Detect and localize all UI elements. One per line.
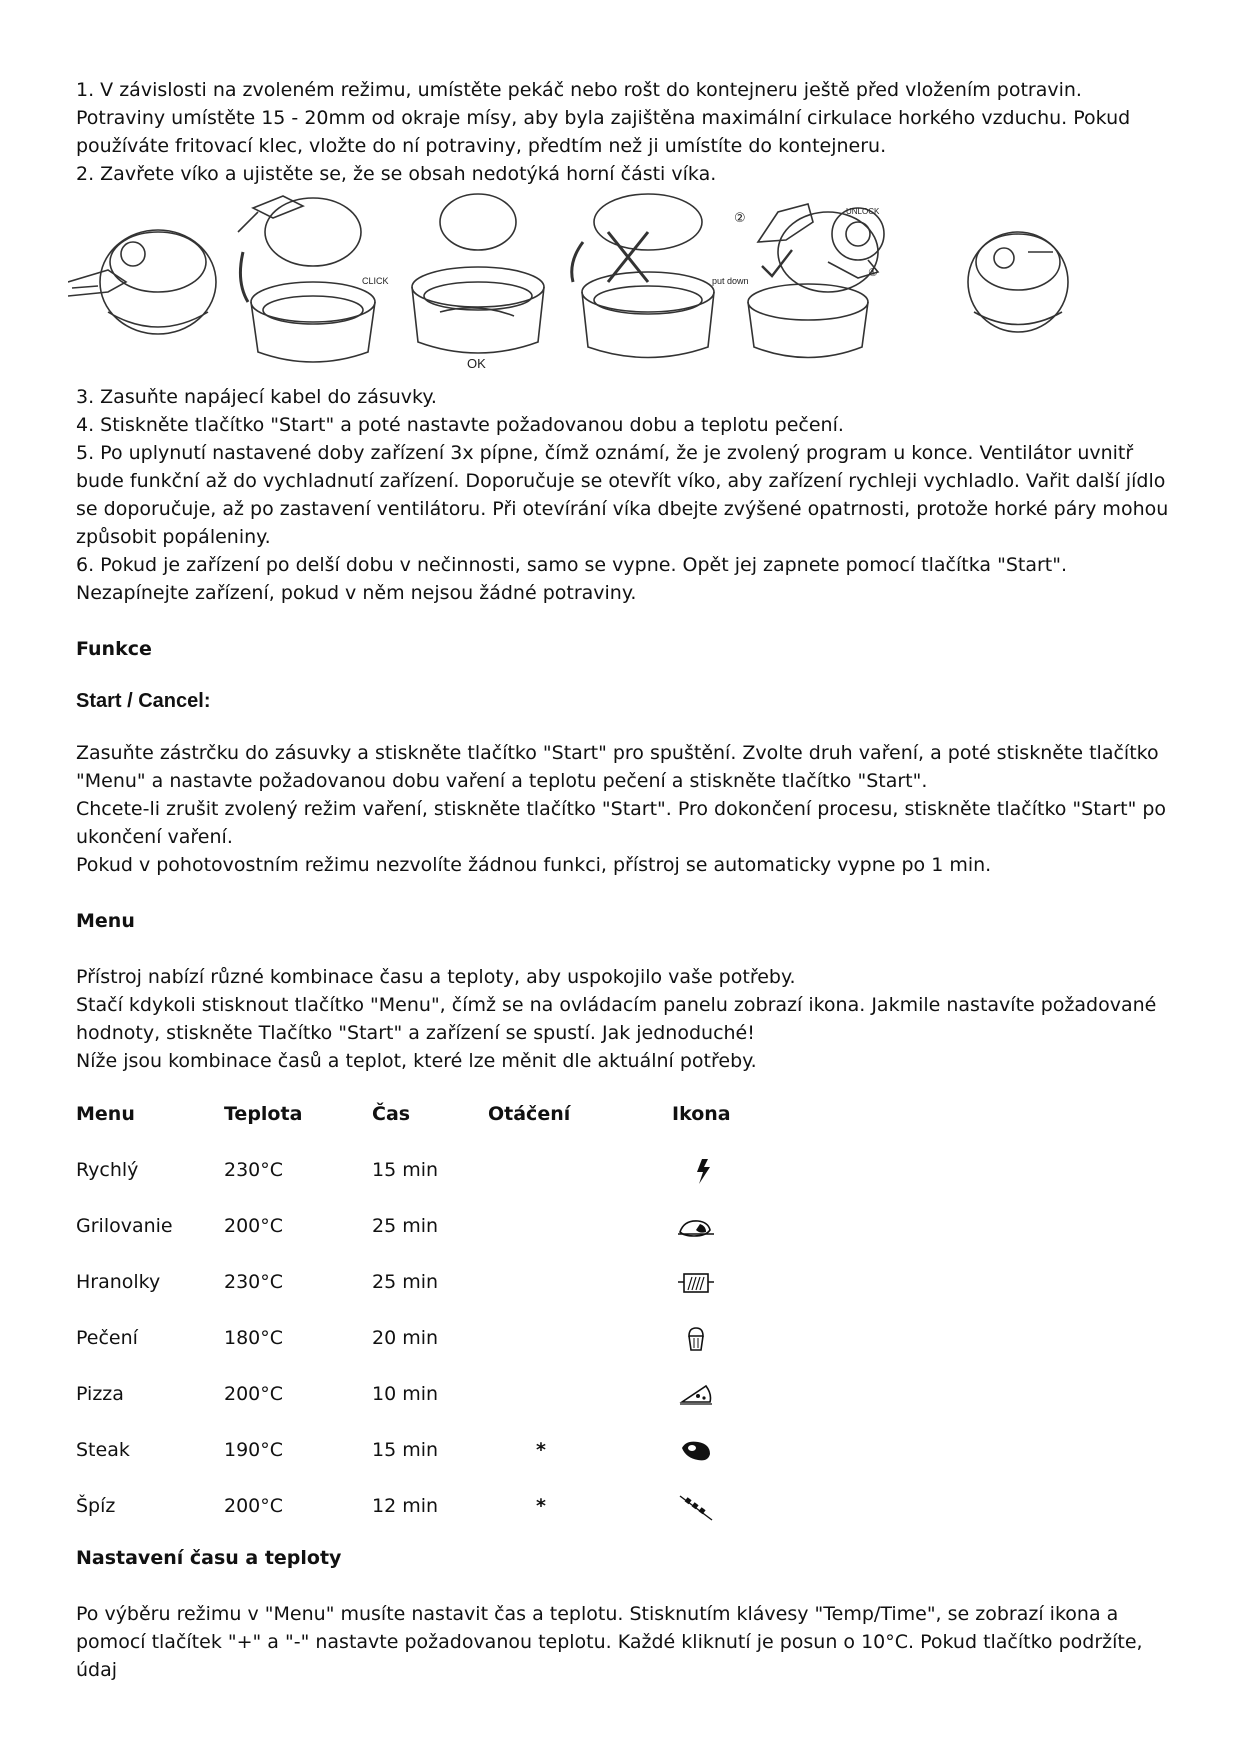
header-rotation: Otáčení [488, 1103, 571, 1125]
step-4: 4. Stiskněte tlačítko "Start" a poté nastavte požadovanou dobu a teplotu pečení. [76, 414, 844, 436]
cell-menu: Rychlý [76, 1159, 139, 1181]
pizza-slice-icon [676, 1380, 716, 1418]
put-down-label: put down [712, 276, 749, 286]
cell-menu: Pečení [76, 1327, 138, 1349]
table-row [76, 1380, 776, 1436]
settings-paragraph-1: Po výběru režimu v "Menu" musíte nastavit čas a teplotu. Stisknutím klávesy "Temp/Time", se zobrazí ikona a pomocí tlačítek "+" a "-" nastavte požadovanou teplotu. Každé kliknutí je posun o 10°C. Pokud tlačítko podržíte, údaj [76, 1603, 1143, 1681]
unlock-label: UNLOCK [846, 207, 880, 216]
cell-menu: Grilovanie [76, 1215, 173, 1237]
intro-paragraph-2: 2. Zavřete víko a ujistěte se, že se obsah nedotýká horní části víka. [76, 163, 717, 185]
page-content [76, 76, 1171, 188]
steps-section [76, 383, 1171, 1075]
cell-temp: 230°C [224, 1271, 284, 1293]
table-row [76, 1156, 776, 1212]
cell-time: 10 min [372, 1383, 439, 1405]
cell-temp: 200°C [224, 1495, 284, 1517]
table-header-row [76, 1100, 776, 1156]
lightning-icon [686, 1156, 726, 1194]
closed-fryer-figure [968, 232, 1068, 332]
table-row [76, 1268, 776, 1324]
cell-time: 20 min [372, 1327, 439, 1349]
skewer-icon [676, 1492, 716, 1530]
cell-menu: Pizza [76, 1383, 124, 1405]
menu-heading: Menu [76, 910, 135, 932]
settings-section [76, 1544, 1171, 1684]
step-5: 5. Po uplynutí nastavené doby zařízení 3x pípne, čímž oznámí, že je zvolený program u konce. Ventilátor uvnitř bude funkční až do vychladnutí zařízení. Doporučuje se otevřít víko, aby zařízení rychleji vychladlo. Vařit další jídlo se doporučuje, až po zastavení ventilátoru. Při otevírání víka dbejte zvýšené opatrnosti, protože horké páry mohou způsobit popáleniny. [76, 442, 1169, 548]
cell-temp: 200°C [224, 1215, 284, 1237]
menu-paragraph-3: Níže jsou kombinace časů a teplot, které lze měnit dle aktuální potřeby. [76, 1050, 757, 1072]
open-fryer-ok-figure [412, 194, 544, 353]
settings-heading: Nastavení času a teploty [76, 1547, 342, 1569]
click-label: CLICK [362, 276, 389, 286]
funkce-heading: Funkce [76, 638, 152, 660]
start-paragraph-3: Pokud v pohotovostním režimu nezvolíte žádnou funkci, přístroj se automaticky vypne po 1 min. [76, 854, 992, 876]
cell-menu: Špíz [76, 1495, 116, 1517]
cell-rotate: * [536, 1495, 546, 1517]
cell-menu: Steak [76, 1439, 130, 1461]
ok-label: OK [467, 356, 486, 371]
fries-basket-icon [676, 1268, 716, 1306]
cell-rotate: * [536, 1439, 546, 1461]
cell-menu: Hranolky [76, 1271, 161, 1293]
cell-time: 12 min [372, 1495, 439, 1517]
start-paragraph-2: Chcete-li zrušit zvolený režim vaření, stiskněte tlačítko "Start". Pro dokončení procesu, stiskněte tlačítko "Start" po ukončení vaření. [76, 798, 1167, 848]
cell-temp: 180°C [224, 1327, 284, 1349]
header-icon: Ikona [672, 1103, 731, 1125]
closed-fryer-with-hand-figure [68, 230, 216, 334]
step-3: 3. Zasuňte napájecí kabel do zásuvky. [76, 386, 437, 408]
cell-time: 15 min [372, 1159, 439, 1181]
cell-time: 25 min [372, 1271, 439, 1293]
step-2-label: ② [734, 211, 746, 226]
cell-temp: 200°C [224, 1383, 284, 1405]
header-menu: Menu [76, 1103, 135, 1125]
table-row [76, 1324, 776, 1380]
menu-paragraph-2: Stačí kdykoli stisknout tlačítko "Menu", čímž se na ovládacím panelu zobrazí ikona. Jakmile nastavíte požadované hodnoty, stiskněte Tlačítko "Start" a zařízení se spustí. Jak jednoduché! [76, 994, 1157, 1044]
start-cancel-heading: Start / Cancel: [76, 690, 211, 712]
table-row [76, 1212, 776, 1268]
table-row [76, 1492, 776, 1548]
roast-chicken-icon [676, 1212, 716, 1250]
header-time: Čas [372, 1103, 411, 1125]
cell-time: 15 min [372, 1439, 439, 1461]
cell-temp: 230°C [224, 1159, 284, 1181]
step-6: 6. Pokud je zařízení po delší dobu v nečinnosti, samo se vypne. Opět jej zapnete pomocí tlačítka "Start". Nezapínejte zařízení, pokud v něm nejsou žádné potraviny. [76, 554, 1068, 604]
menu-table [76, 1100, 776, 1548]
put-down-unlock-figure [748, 204, 884, 358]
table-row [76, 1436, 776, 1492]
cell-time: 25 min [372, 1215, 439, 1237]
muffin-icon [676, 1324, 716, 1362]
menu-paragraph-1: Přístroj nabízí různé kombinace času a teploty, aby uspokojilo vaše potřeby. [76, 966, 796, 988]
wrong-lid-figure [572, 194, 714, 358]
step-1-label: ① [868, 266, 878, 279]
start-paragraph-1: Zasuňte zástrčku do zásuvky a stiskněte tlačítko "Start" pro spuštění. Zvolte druh vaření, a poté stiskněte tlačítko "Menu" a nastavte požadovanou dobu vaření a teplotu pečení a stiskněte tlačítko "Start". [76, 742, 1159, 792]
open-lid-click-figure [238, 196, 375, 362]
intro-paragraph-1: 1. V závislosti na zvoleném režimu, umístěte pekáč nebo rošt do kontejneru ještě před vložením potravin. Potraviny umístěte 15 - 20mm od okraje mísy, aby byla zajištěna maximální cirkulace horkého vzduchu. Pokud používáte fritovací klec, vložte do ní potraviny, předtím než ji umístíte do kontejneru. [76, 79, 1131, 157]
header-temperature: Teplota [224, 1103, 303, 1125]
assembly-illustration [68, 192, 1168, 372]
cell-temp: 190°C [224, 1439, 284, 1461]
steak-icon [676, 1436, 716, 1474]
